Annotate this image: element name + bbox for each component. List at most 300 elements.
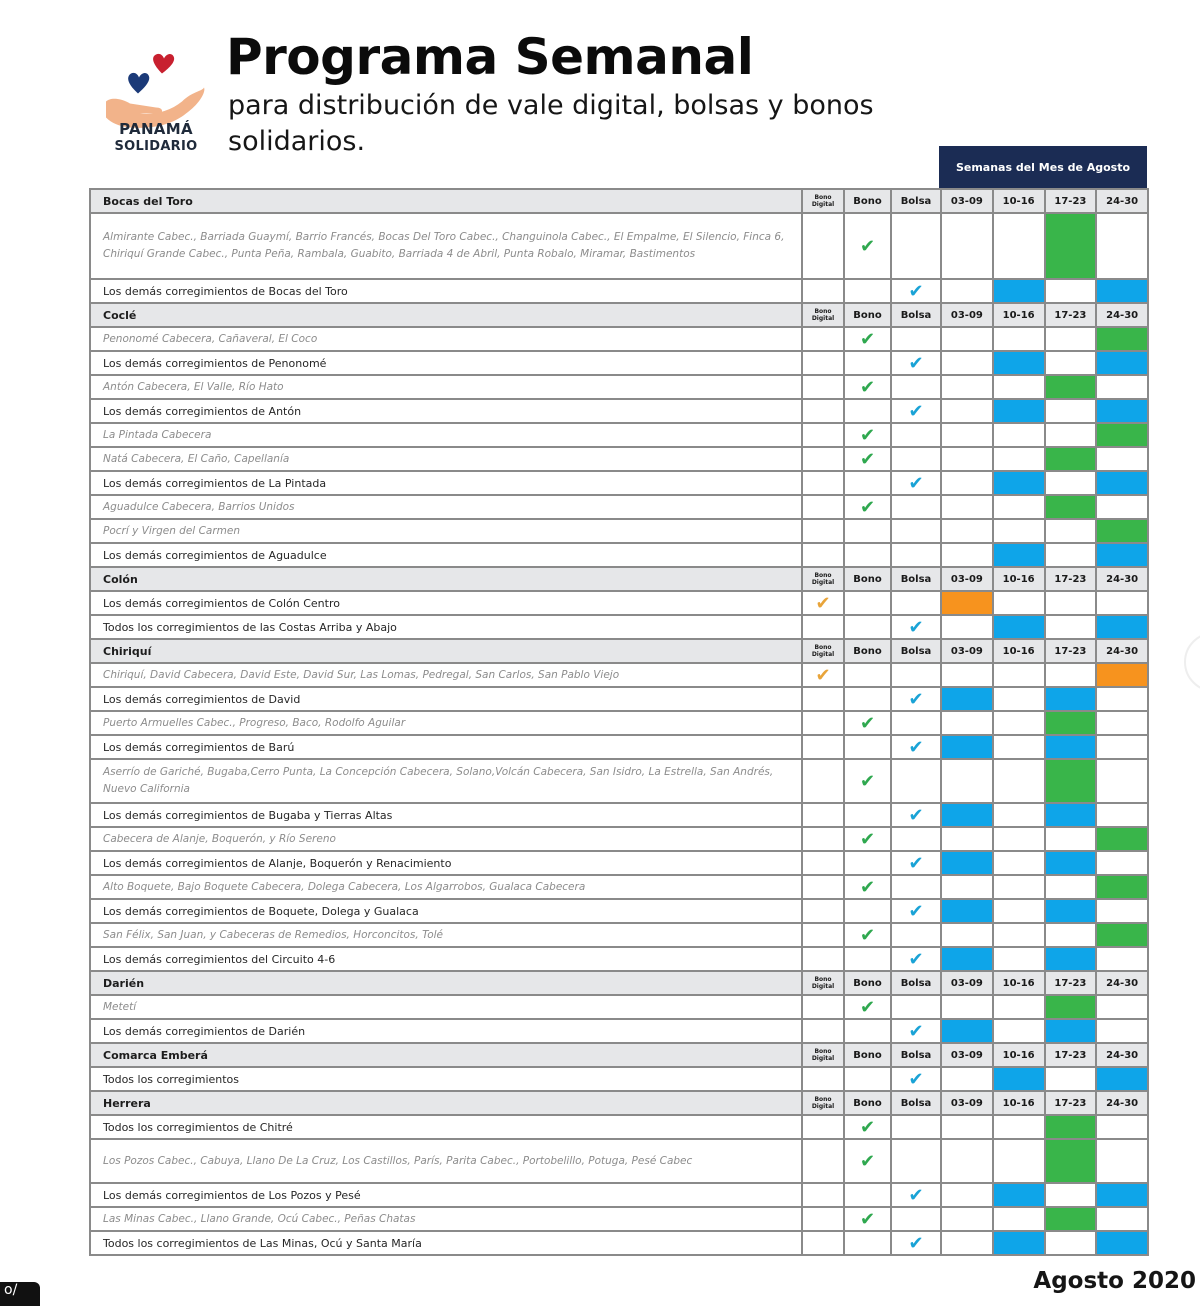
cell-bolsa — [891, 711, 941, 735]
week-cell — [1096, 1019, 1148, 1043]
week-cell — [993, 803, 1045, 827]
group-header-row — [90, 567, 1148, 591]
check-icon: ✔ — [908, 900, 924, 922]
blue-heart-icon — [128, 73, 149, 94]
week-cell — [1045, 279, 1097, 303]
week-cell — [1096, 947, 1148, 971]
week-cell — [1045, 447, 1097, 471]
check-icon: ✔ — [908, 1232, 924, 1254]
cell-bolsa — [891, 1139, 941, 1183]
row-description: Los demás corregimientos del Circuito 4-6 — [90, 947, 802, 971]
cell-bolsa — [891, 471, 941, 495]
week-cell — [1096, 351, 1148, 375]
week-cell — [993, 471, 1045, 495]
week-cell — [1096, 759, 1148, 803]
cell-bolsa — [891, 279, 941, 303]
week-cell — [1045, 591, 1097, 615]
cell-bono — [844, 471, 891, 495]
week-cell — [993, 423, 1045, 447]
week-cell — [993, 851, 1045, 875]
group-name: Colón — [90, 567, 802, 591]
week-cell — [993, 923, 1045, 947]
cell-bono — [844, 447, 891, 471]
check-icon: ✔ — [859, 235, 876, 257]
week-cell — [941, 471, 993, 495]
week-cell — [993, 759, 1045, 803]
row-description: Todos los corregimientos — [90, 1067, 802, 1091]
col-header-week: 03-09 — [941, 1091, 993, 1115]
week-cell — [941, 875, 993, 899]
week-cell — [1096, 711, 1148, 735]
table-row — [90, 471, 1148, 495]
table-row — [90, 591, 1148, 615]
week-cell — [993, 351, 1045, 375]
week-cell — [993, 947, 1045, 971]
week-cell — [941, 1139, 993, 1183]
cell-bono — [844, 1139, 891, 1183]
row-description: Almirante Cabec., Barriada Guaymí, Barrio Francés, Bocas Del Toro Cabec., Changuinola Cabec., El Empalme, El Silencio, Finca 6, Chiriquí Grande Cabec., Punta Peña, Rambala, Guabito, Barriada 4 de Abril, Punta Robalo, Miramar, Bastimentos — [90, 213, 802, 279]
col-header-bono: Bono — [844, 567, 891, 591]
week-cell — [1045, 471, 1097, 495]
check-icon: ✔ — [908, 736, 924, 758]
week-cell — [993, 827, 1045, 851]
cell-bono-digital — [802, 803, 844, 827]
check-icon: ✔ — [908, 688, 924, 710]
table-row — [90, 947, 1148, 971]
cell-bono-digital — [802, 351, 844, 375]
col-header-bono: Bono — [844, 1091, 891, 1115]
week-cell — [1096, 519, 1148, 543]
table-row — [90, 1183, 1148, 1207]
week-cell — [1096, 923, 1148, 947]
row-description: Los demás corregimientos de La Pintada — [90, 471, 802, 495]
row-description: Los demás corregimientos de David — [90, 687, 802, 711]
cell-bolsa — [891, 1231, 941, 1255]
week-cell — [941, 1067, 993, 1091]
cell-bolsa — [891, 1019, 941, 1043]
week-cell — [1045, 399, 1097, 423]
week-cell — [941, 947, 993, 971]
cell-bono — [844, 1207, 891, 1231]
row-description: Los demás corregimientos de Penonomé — [90, 351, 802, 375]
cell-bolsa — [891, 1067, 941, 1091]
week-cell — [993, 1139, 1045, 1183]
cell-bono-digital — [802, 687, 844, 711]
col-header-week: 10-16 — [993, 567, 1045, 591]
week-cell — [941, 1019, 993, 1043]
row-description: Pocrí y Virgen del Carmen — [90, 519, 802, 543]
table-row — [90, 711, 1148, 735]
col-header-bono: Bono — [844, 303, 891, 327]
week-cell — [1096, 827, 1148, 851]
col-header-bono: Bono — [844, 1043, 891, 1067]
check-icon: ✔ — [908, 616, 924, 638]
table-row — [90, 213, 1148, 279]
cell-bono-digital — [802, 615, 844, 639]
week-cell — [993, 615, 1045, 639]
cell-bono-digital — [802, 327, 844, 351]
check-icon: ✔ — [859, 448, 876, 470]
table-row — [90, 1139, 1148, 1183]
cell-bono-digital — [802, 1067, 844, 1091]
week-cell — [1096, 875, 1148, 899]
week-cell — [1096, 471, 1148, 495]
cell-bono-digital — [802, 711, 844, 735]
table-row — [90, 615, 1148, 639]
week-cell — [1045, 1139, 1097, 1183]
row-description: Los demás corregimientos de Barú — [90, 735, 802, 759]
col-header-bono-digital: Bono Digital — [802, 303, 844, 327]
week-cell — [993, 327, 1045, 351]
cell-bono — [844, 1019, 891, 1043]
group-name: Chiriquí — [90, 639, 802, 663]
cell-bolsa — [891, 947, 941, 971]
cell-bolsa — [891, 351, 941, 375]
week-cell — [1045, 663, 1097, 687]
check-icon: ✔ — [908, 1068, 924, 1090]
row-description: Los demás corregimientos de Alanje, Boquerón y Renacimiento — [90, 851, 802, 875]
week-cell — [993, 1067, 1045, 1091]
footer-date: Agosto 2020 — [1033, 1268, 1196, 1294]
week-cell — [941, 995, 993, 1019]
cell-bono — [844, 947, 891, 971]
week-cell — [941, 615, 993, 639]
week-cell — [1045, 213, 1097, 279]
week-cell — [1045, 615, 1097, 639]
table-row — [90, 399, 1148, 423]
cell-bono-digital — [802, 543, 844, 567]
week-cell — [941, 447, 993, 471]
cell-bono — [844, 351, 891, 375]
col-header-week: 17-23 — [1045, 1043, 1097, 1067]
week-cell — [1096, 1067, 1148, 1091]
week-cell — [1096, 495, 1148, 519]
cell-bono — [844, 1231, 891, 1255]
week-cell — [941, 399, 993, 423]
week-cell — [1045, 947, 1097, 971]
week-cell — [941, 687, 993, 711]
week-cell — [1096, 399, 1148, 423]
col-header-week: 10-16 — [993, 303, 1045, 327]
check-icon: ✔ — [815, 664, 831, 686]
week-cell — [1045, 851, 1097, 875]
week-cell — [993, 213, 1045, 279]
row-description: Todos los corregimientos de Las Minas, Ocú y Santa María — [90, 1231, 802, 1255]
cell-bono — [844, 1115, 891, 1139]
week-cell — [941, 591, 993, 615]
row-description: Los demás corregimientos de Antón — [90, 399, 802, 423]
cell-bono-digital — [802, 1183, 844, 1207]
check-icon: ✔ — [908, 280, 924, 302]
cell-bolsa — [891, 759, 941, 803]
group-header-row — [90, 1043, 1148, 1067]
group-header-row — [90, 303, 1148, 327]
week-cell — [941, 519, 993, 543]
col-header-bono: Bono — [844, 639, 891, 663]
week-cell — [941, 851, 993, 875]
check-icon: ✔ — [908, 948, 924, 970]
week-cell — [941, 923, 993, 947]
check-icon: ✔ — [859, 828, 876, 850]
cell-bolsa — [891, 995, 941, 1019]
col-header-week: 03-09 — [941, 567, 993, 591]
week-cell — [1045, 995, 1097, 1019]
cell-bono — [844, 759, 891, 803]
week-cell — [1096, 615, 1148, 639]
check-icon: ✔ — [908, 352, 924, 374]
cell-bolsa — [891, 591, 941, 615]
row-description: Todos los corregimientos de Chitré — [90, 1115, 802, 1139]
check-icon: ✔ — [859, 1116, 876, 1138]
col-header-week: 03-09 — [941, 971, 993, 995]
cell-bolsa — [891, 687, 941, 711]
table-row — [90, 851, 1148, 875]
check-icon: ✔ — [859, 924, 876, 946]
table-row — [90, 447, 1148, 471]
cell-bono — [844, 399, 891, 423]
week-cell — [993, 495, 1045, 519]
week-cell — [1045, 519, 1097, 543]
cell-bolsa — [891, 375, 941, 399]
row-description: Chiriquí, David Cabecera, David Este, David Sur, Las Lomas, Pedregal, San Carlos, San Pablo Viejo — [90, 663, 802, 687]
col-header-bono: Bono — [844, 189, 891, 213]
col-header-week: 24-30 — [1096, 1043, 1148, 1067]
check-icon: ✔ — [815, 592, 831, 614]
week-cell — [941, 803, 993, 827]
check-icon: ✔ — [859, 876, 876, 898]
row-description: Aguadulce Cabecera, Barrios Unidos — [90, 495, 802, 519]
cell-bono — [844, 495, 891, 519]
group-name: Comarca Emberá — [90, 1043, 802, 1067]
schedule-table — [89, 188, 1149, 1256]
week-cell — [1045, 495, 1097, 519]
cell-bono-digital — [802, 875, 844, 899]
row-description: Natá Cabecera, El Caño, Capellanía — [90, 447, 802, 471]
row-description: Las Minas Cabec., Llano Grande, Ocú Cabec., Peñas Chatas — [90, 1207, 802, 1231]
cell-bono — [844, 663, 891, 687]
group-name: Bocas del Toro — [90, 189, 802, 213]
cell-bono — [844, 995, 891, 1019]
cell-bolsa — [891, 851, 941, 875]
week-cell — [1045, 1207, 1097, 1231]
week-cell — [993, 899, 1045, 923]
cell-bono-digital — [802, 1231, 844, 1255]
weeks-banner: Semanas del Mes de Agosto — [939, 146, 1147, 188]
col-header-week: 10-16 — [993, 189, 1045, 213]
cell-bono — [844, 615, 891, 639]
cell-bono — [844, 543, 891, 567]
week-cell — [993, 1207, 1045, 1231]
week-cell — [941, 1183, 993, 1207]
col-header-bono-digital: Bono Digital — [802, 1043, 844, 1067]
week-cell — [993, 1115, 1045, 1139]
cell-bono — [844, 803, 891, 827]
table-row — [90, 375, 1148, 399]
row-description: Cabecera de Alanje, Boquerón, y Río Sereno — [90, 827, 802, 851]
cell-bono-digital — [802, 851, 844, 875]
week-cell — [1096, 735, 1148, 759]
col-header-bono-digital: Bono Digital — [802, 639, 844, 663]
cell-bolsa — [891, 447, 941, 471]
week-cell — [1045, 711, 1097, 735]
cell-bono — [844, 279, 891, 303]
check-icon: ✔ — [859, 1150, 876, 1172]
col-header-week: 17-23 — [1045, 567, 1097, 591]
week-cell — [1045, 687, 1097, 711]
week-cell — [941, 1207, 993, 1231]
cell-bono — [844, 327, 891, 351]
cell-bolsa — [891, 399, 941, 423]
cell-bono-digital — [802, 1207, 844, 1231]
table-row — [90, 923, 1148, 947]
col-header-week: 10-16 — [993, 1091, 1045, 1115]
cell-bono-digital — [802, 899, 844, 923]
col-header-week: 24-30 — [1096, 303, 1148, 327]
cell-bolsa — [891, 735, 941, 759]
week-cell — [993, 375, 1045, 399]
row-description: Los demás corregimientos de Bocas del Toro — [90, 279, 802, 303]
week-cell — [993, 875, 1045, 899]
table-row — [90, 1231, 1148, 1255]
table-row — [90, 827, 1148, 851]
week-cell — [941, 279, 993, 303]
table-row — [90, 327, 1148, 351]
week-cell — [993, 711, 1045, 735]
cell-bolsa — [891, 519, 941, 543]
week-cell — [1045, 543, 1097, 567]
table-row — [90, 519, 1148, 543]
carousel-next-button[interactable] — [1184, 632, 1200, 692]
col-header-bolsa: Bolsa — [891, 567, 941, 591]
cell-bono — [844, 687, 891, 711]
cell-bono-digital — [802, 495, 844, 519]
week-cell — [941, 1231, 993, 1255]
row-description: San Félix, San Juan, y Cabeceras de Remedios, Horconcitos, Tolé — [90, 923, 802, 947]
group-name: Herrera — [90, 1091, 802, 1115]
col-header-week: 24-30 — [1096, 971, 1148, 995]
row-description: Los demás corregimientos de Bugaba y Tierras Altas — [90, 803, 802, 827]
week-cell — [993, 399, 1045, 423]
group-header-row — [90, 639, 1148, 663]
cell-bono-digital — [802, 423, 844, 447]
cell-bono-digital — [802, 1139, 844, 1183]
week-cell — [941, 327, 993, 351]
cell-bono — [844, 423, 891, 447]
cell-bono — [844, 1183, 891, 1207]
week-cell — [941, 423, 993, 447]
col-header-bono-digital: Bono Digital — [802, 1091, 844, 1115]
row-description: Los demás corregimientos de Aguadulce — [90, 543, 802, 567]
cell-bono-digital — [802, 923, 844, 947]
week-cell — [941, 351, 993, 375]
col-header-week: 17-23 — [1045, 1091, 1097, 1115]
table-row — [90, 351, 1148, 375]
table-row — [90, 995, 1148, 1019]
cell-bolsa — [891, 1207, 941, 1231]
week-cell — [1096, 213, 1148, 279]
cell-bolsa — [891, 423, 941, 447]
check-icon: ✔ — [908, 1184, 924, 1206]
week-cell — [1045, 1183, 1097, 1207]
col-header-bolsa: Bolsa — [891, 971, 941, 995]
cell-bono — [844, 591, 891, 615]
col-header-bono-digital: Bono Digital — [802, 567, 844, 591]
col-header-bono-digital: Bono Digital — [802, 189, 844, 213]
cell-bono — [844, 875, 891, 899]
cell-bolsa — [891, 827, 941, 851]
week-cell — [993, 1183, 1045, 1207]
cell-bono-digital — [802, 591, 844, 615]
table-row — [90, 759, 1148, 803]
col-header-week: 17-23 — [1045, 971, 1097, 995]
week-cell — [993, 735, 1045, 759]
col-header-week: 03-09 — [941, 303, 993, 327]
col-header-week: 24-30 — [1096, 189, 1148, 213]
cell-bono — [844, 519, 891, 543]
col-header-week: 03-09 — [941, 639, 993, 663]
row-description: Los demás corregimientos de Boquete, Dolega y Gualaca — [90, 899, 802, 923]
row-description: Los Pozos Cabec., Cabuya, Llano De La Cruz, Los Castillos, París, Parita Cabec., Portobelillo, Potuga, Pesé Cabec — [90, 1139, 802, 1183]
week-cell — [1045, 1115, 1097, 1139]
table-row — [90, 543, 1148, 567]
corner-tag: o/ — [0, 1282, 40, 1306]
week-cell — [1045, 1019, 1097, 1043]
col-header-bolsa: Bolsa — [891, 1091, 941, 1115]
cell-bono-digital — [802, 1019, 844, 1043]
week-cell — [1096, 543, 1148, 567]
week-cell — [1096, 803, 1148, 827]
row-description: Los demás corregimientos de Los Pozos y Pesé — [90, 1183, 802, 1207]
table-row — [90, 899, 1148, 923]
row-description: Puerto Armuelles Cabec., Progreso, Baco, Rodolfo Aguilar — [90, 711, 802, 735]
check-icon: ✔ — [908, 852, 924, 874]
week-cell — [941, 543, 993, 567]
cell-bono-digital — [802, 827, 844, 851]
page-title: Programa Semanal — [226, 28, 754, 86]
table-row — [90, 1207, 1148, 1231]
week-cell — [941, 663, 993, 687]
cell-bono-digital — [802, 399, 844, 423]
table-row — [90, 279, 1148, 303]
row-description: Alto Boquete, Bajo Boquete Cabecera, Dolega Cabecera, Los Algarrobos, Gualaca Cabecera — [90, 875, 802, 899]
col-header-bono: Bono — [844, 971, 891, 995]
logo-line-1: PANAMÁ — [119, 120, 193, 138]
week-cell — [993, 447, 1045, 471]
week-cell — [1045, 803, 1097, 827]
cell-bolsa — [891, 1183, 941, 1207]
col-header-bolsa: Bolsa — [891, 1043, 941, 1067]
row-description: Aserrío de Gariché, Bugaba,Cerro Punta, La Concepción Cabecera, Solano,Volcán Cabecera, San Isidro, La Estrella, San Andrés, Nuevo California — [90, 759, 802, 803]
week-cell — [1096, 663, 1148, 687]
table-row — [90, 687, 1148, 711]
week-cell — [941, 495, 993, 519]
week-cell — [1045, 351, 1097, 375]
col-header-week: 03-09 — [941, 1043, 993, 1067]
table-row — [90, 663, 1148, 687]
week-cell — [1096, 995, 1148, 1019]
col-header-week: 17-23 — [1045, 189, 1097, 213]
cell-bolsa — [891, 875, 941, 899]
cell-bono — [844, 375, 891, 399]
week-cell — [1096, 423, 1148, 447]
check-icon: ✔ — [908, 1020, 924, 1042]
table-row — [90, 875, 1148, 899]
cell-bono — [844, 735, 891, 759]
row-description: Antón Cabecera, El Valle, Río Hato — [90, 375, 802, 399]
col-header-bono-digital: Bono Digital — [802, 971, 844, 995]
col-header-bolsa: Bolsa — [891, 303, 941, 327]
week-cell — [1096, 327, 1148, 351]
